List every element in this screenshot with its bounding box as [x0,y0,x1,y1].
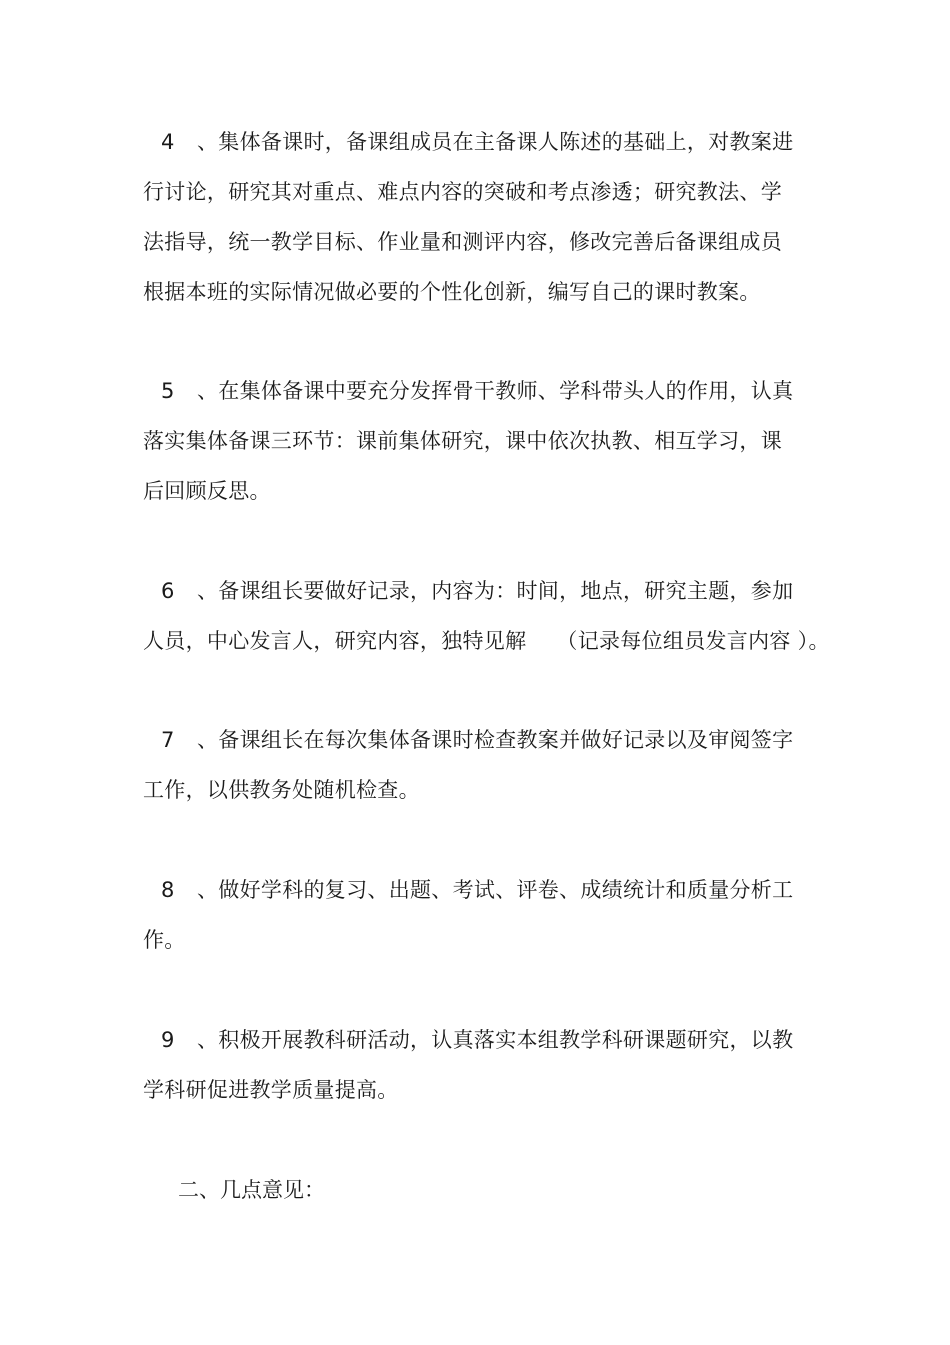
item-7-line-1: 7 、备课组长在每次集体备课时检查教案并做好记录以及审阅签字 [143,726,793,754]
item-6-number: 6 [161,579,175,603]
item-5-line-1: 5 、在集体备课中要充分发挥骨干教师、学科带头人的作用，认真 [143,377,793,405]
item-4-line-4: 根据本班的实际情况做必要的个性化创新，编写自己的课时教案。 [143,280,761,304]
item-9-line-2: 学科研促进教学质量提高。 [143,1078,399,1102]
item-6-line-1: 6 、备课组长要做好记录，内容为：时间，地点，研究主题，参加 [143,577,793,605]
item-4-line-3: 法指导，统一教学目标、作业量和测评内容，修改完善后备课组成员 [143,230,782,254]
item-4-line-2: 行讨论，研究其对重点、难点内容的突破和考点渗透；研究教法、学 [143,180,782,204]
item-9-line-1: 9 、积极开展教科研活动，认真落实本组教学科研课题研究，以教 [143,1026,793,1054]
item-6-line-2: 人员，中心发言人，研究内容，独特见解 （记录每位组员发言内容 ）。 [143,629,830,653]
item-5-number: 5 [161,379,175,403]
section-heading: 二、几点意见： [178,1178,325,1202]
item-5-line-2: 落实集体备课三环节：课前集体研究，课中依次执教、相互学习，课 [143,429,782,453]
item-4-number: 4 [161,130,175,154]
item-7-line-2: 工作，以供教务处随机检查。 [143,778,420,802]
item-4-line-1: 4 、集体备课时，备课组成员在主备课人陈述的基础上，对教案进 [143,128,793,156]
item-5-line-3: 后回顾反思。 [143,479,271,503]
item-6-note: （记录每位组员发言内容 ）。 [556,629,830,653]
item-8-line-2: 作。 [143,928,186,952]
item-8-line-1: 8 、做好学科的复习、出题、考试、评卷、成绩统计和质量分析工 [143,876,793,904]
item-9-number: 9 [161,1028,175,1052]
item-8-number: 8 [161,878,175,902]
item-7-number: 7 [161,728,175,752]
